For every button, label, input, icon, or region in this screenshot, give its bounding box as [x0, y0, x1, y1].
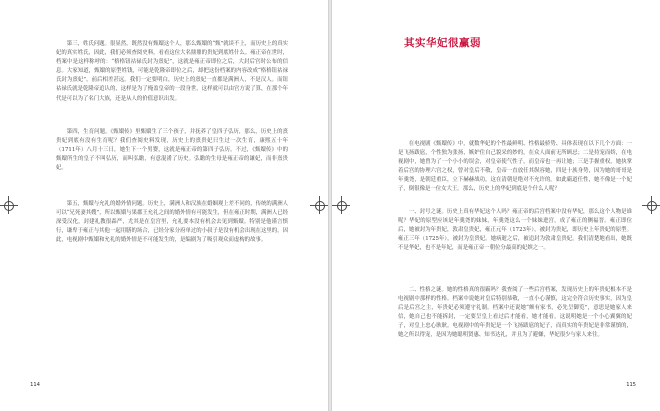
registration-mark: [315, 201, 325, 211]
right-paragraph-3: 二、性格之谜。她的性格真的很霸吗？我查阅了一些后宫档案，发现历史上的年贵妃根本不是电视剧中那样的性格。档案中说她对皇后特别恭敬，一直小心谨慎，这完全符合历史事实，因为皇后是后宫之主，年贵妃必须遵守礼制。档案中还说她“颇有家书，必先呈御览”，意思是她家人来信，她自己也不能拆封，一定要呈皇上看过后才能看，她才能看。这说明她是一个小心翼翼的妃子，对皇上忠心耿耿。电视剧中的年贵妃是一个飞扬跋扈的妃子，而真实的年贵妃是非常谨慎的，她之所以得宠，是因为她聪明贤惠、知书达礼，并且为了避嫌，华妃很少与家人来往。: [398, 287, 632, 339]
right-page: [332, 0, 660, 411]
registration-mark: [4, 201, 14, 211]
left-page-number: 114: [30, 382, 40, 388]
right-paragraph-2: 一、封号之谜。历史上真有华妃这个人吗？雍正帝的后宫档案中没有华妃，那么这个人物是谁呢？华妃的原型应该是年羹尧的妹妹，年羹尧这么一个妹妹进宫，成了雍正的侧福晋。雍正即位后，她被封为年贵妃，敦肃皇贵妃，雍正元年（1723年），被封为贵妃，即历史上年贵妃的原型。雍正三年（1725年），被封为皇贵妃。她病逝之后，被追封为敦肃皇贵妃。我们清楚地看出，她既不是华妃，也不是年妃，而是雍正帝一朝位分最高的妃嫔之一。: [398, 209, 632, 252]
registration-mark: [337, 201, 347, 211]
right-paragraph-1: 在电视剧《甄嬛传》中，就数华妃的个性最鲜明、性格最骄势、具体表现在以下几个方面：一是飞扬跋扈，个性独为张扬，嫉妒住自己貌采的妙的，在众人面前无所顾忌；二是持宠而娇，在电视剧中，她曾为了一个小小的误会，对皇帝使气性子，而皇帝也一再让她；三是手握重权，她执掌着后宫的协理六宫之权，曾对皇后不敬，皇帝一直放任其纵容她，四是十族身势，因为她的哥哥是年羹尧，是朝廷重臣，立下赫赫战功，这在清朝是绝对不允许的。如此霸道任性，她不像是一个妃子，倒很像是一位女大王。那么，历史上的华妃到底是个什么人呢？: [398, 141, 632, 193]
left-paragraph-2: 第四，生育问题。《甄嬛传》里甄嬛生了三个孩子，并抚养了皇四子弘历，那么，历史上的熹贵妃到底有没有生育呢？我们查阅史料发现，历史上的熹贵妃只生过一次生育，康熙五十年（1711年）八月十三日，她生下一个男婴，这就是雍正帝的第四子弘历。不过，《甄嬛传》中的甄嬛所生的皇子不叫弘历，而叫弘瞻，有意混淆了历史。弘瞻的生母是雍正帝的谦妃，而非熹贵妃。: [56, 129, 288, 172]
right-page-number: 115: [626, 382, 636, 388]
chapter-title: 其实华妃很赢弱: [404, 37, 481, 49]
left-paragraph-1: 第三，姓氏问题。很显然，既然没有甄嬛这个人，那么甄嬛的“甄”就谈不上，而历史上的真实妃的真实姓氏，因此，我们必须查阅史料，看看这位大名鼎鼎的贵妃到底姓什么。雍正帝在世时，档案中是这样称呼的：“格格钮祜禄氏封为熹妃”，这就是雍正帝即位之后，大封后宫时公布的信息。大家知道，甄嬛的原型姓钱，可能是乾隆帝即位之后，却把这份档案的内容改成“格格钮祜禄氏封为熹妃”，前后相差甚远。我们一定要明白，历史上的熹妃一直都是满洲人，不是汉人。而钮祜禄氏就是乾隆帝追认的，这样是为了掩盖皇帝的一段身世，这样就可以由官方说了算，在那个年代是可以为了名门大族，还是从人的价值意识出发。: [56, 41, 288, 102]
left-paragraph-3: 第五，甄嬛与允礼的婚外情问题。历史上，满洲人和汉族在婚姻观上差不同的，传统的满洲人可以“兄死妻其嫂”，所以甄嬛与果郡王允礼之间的婚外情有可能发生，但在雍正时期，满洲人已经深受汉化，封建礼教很森严，尤其是在皇宫里，允礼要本没有机会去见到甄嬛。特别是他谨言慎行，谦卑于雍正与其他一起用膳的场合，已经分家分府单过的小叔子是没有机会出现在这里的。因此，电视剧中甄嬛和允礼的婚外情是不可能发生的，是编剧为了吸引观众而虚构的故事。: [56, 201, 288, 244]
left-page: [0, 0, 328, 411]
registration-mark: [647, 201, 657, 211]
